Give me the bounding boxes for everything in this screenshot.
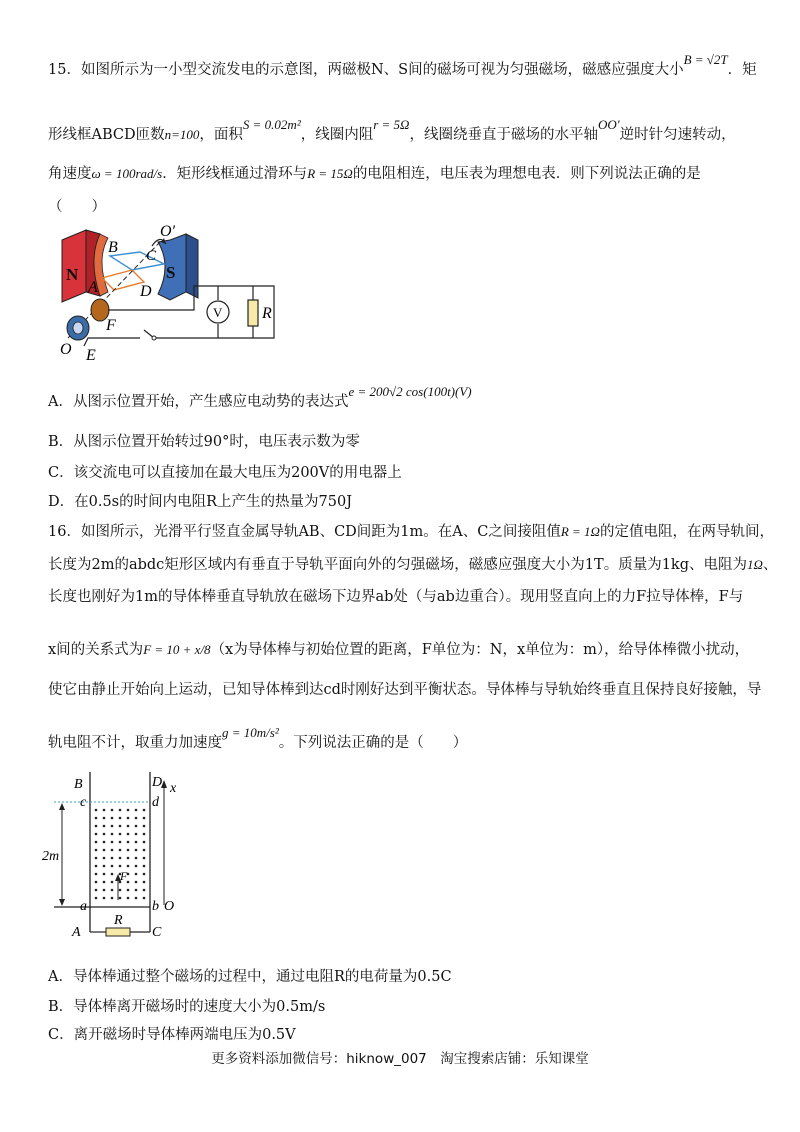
field-dot [95,865,98,868]
q16-line-5: 使它由静止开始向上运动，已知导体棒到达cd时刚好达到平衡状态。导体棒与导轨始终垂直且保持良好接触，导 [48,682,762,698]
q16-r: 1Ω [747,557,763,572]
field-dot [103,809,106,812]
field-dot [127,809,130,812]
field-dot [111,897,114,900]
field-dot [127,833,130,836]
field-dot [95,849,98,852]
field-dot [103,833,106,836]
label-S: S [166,263,176,282]
field-dot [119,897,122,900]
label-F: F [120,869,128,883]
field-dot [95,809,98,812]
q15-R: R = 15Ω [307,166,353,181]
field-dot [127,897,130,900]
resistor-icon [248,300,258,326]
field-dot [143,857,146,860]
q15-option-A [48,384,472,412]
field-dot [135,841,138,844]
q15-turns: n=100 [164,127,200,142]
q15-line2-e: 逆时针匀速转动， [619,127,736,143]
field-dot [111,881,114,884]
label-C: C [146,248,157,264]
q15-omega: ω = 100rad/s [91,166,163,181]
q16-line2-a: 长度为2m的abdc矩形区域内有垂直于导轨平面向外的匀强磁场，磁感应强度大小为1T。质量为1kg、电阻为 [48,557,747,573]
label-O: O [164,899,175,914]
field-dot [127,817,130,820]
field-dot [111,817,114,820]
field-dot [95,825,98,828]
q15-axis: OO′ [597,117,620,132]
q16-line6-b: 。下列说法正确的是（ ） [278,735,468,751]
field-dot [103,897,106,900]
q16-rails-figure [40,770,200,944]
field-dot [119,857,122,860]
field-dot [95,841,98,844]
field-dot [119,825,122,828]
field-dot [119,817,122,820]
field-dot [111,825,114,828]
field-dot [95,881,98,884]
q15-line3-a: 角速度 [48,166,92,182]
q16-force-formula: F = 10 + x/8 [143,642,211,657]
q15-generator-figure [48,220,288,374]
label-A: A [88,279,98,296]
q15-line-2 [48,117,736,145]
field-dot [111,833,114,836]
q16-line-4 [48,640,749,660]
q15-line2-c: ，线圈内阻 [300,127,374,143]
field-dot [127,825,130,828]
q16-line4-a: x间的关系式为 [48,642,144,658]
q16-line6-a: 轨电阻不计，取重力加速度 [48,735,222,751]
field-dot [143,865,146,868]
field-dot [143,825,146,828]
field-dot [135,825,138,828]
label-N: N [66,265,79,284]
label-b: b [152,899,159,914]
q15-resistance: r = 5Ω [373,117,410,132]
field-dot [143,881,146,884]
field-dot [95,833,98,836]
q16-line-2 [48,555,777,575]
field-dot [143,889,146,892]
q16-line-1 [48,522,774,542]
label-2m: 2m [42,849,60,864]
field-dot [127,841,130,844]
field-dot [143,817,146,820]
q15-line2-b: ，面积 [199,127,243,143]
q15-option-A-formula: e = 200√2 cos(100t)(V) [348,384,472,399]
q15-option-D: D．在0.5s的时间内电阻R上产生的热量为750J [48,494,353,510]
label-D: D [152,775,163,790]
field-dot [95,817,98,820]
resistor-icon [106,928,130,936]
field-dot [111,841,114,844]
q16-gravity: g = 10m/s² [222,725,279,740]
label-a: a [80,899,87,914]
q15-line3-c: 的电阻相连，电压表为理想电表．则下列说法正确的是 [352,166,701,182]
q16-line1-a: 16．如图所示，光滑平行竖直金属导轨AB、CD间距为1m。在A、C之间接阻值 [48,524,561,540]
field-dot [135,809,138,812]
field-dot [119,833,122,836]
q15-option-C: C．该交流电可以直接加在最大电压为200V的用电器上 [48,465,402,481]
label-R: R [114,913,123,928]
q15-paren: （ ） [48,199,106,215]
field-dot [103,817,106,820]
q16-line2-b: 、 [762,557,778,573]
field-dot [111,809,114,812]
field-dot [103,841,106,844]
field-dot [135,865,138,868]
q15-line1-text: 15．如图所示为一小型交流发电的示意图，两磁极N、S间的磁场可视为匀强磁场，磁感应强度大小 [48,62,684,78]
label-A: A [72,925,81,940]
q16-R: R = 1Ω [560,524,600,539]
q15-line-3 [48,164,701,184]
q15-area: S = 0.02m² [242,117,301,132]
field-dot [95,873,98,876]
label-O-prime: O′ [160,223,176,240]
field-dot [111,865,114,868]
field-dot [95,897,98,900]
q15-line2-a: 形线框ABCD匝数 [48,127,165,143]
label-V: V [213,305,223,320]
field-dot [143,897,146,900]
q16-option-C: C．离开磁场时导体棒两端电压为0.5V [48,1027,296,1043]
label-R: R [262,305,272,322]
q16-line-3: 长度也刚好为1m的导体棒垂直导轨放在磁场下边界ab处（与ab边重合）。现用竖直向上的力F拉导体棒，F与 [48,589,744,605]
page-footer: 更多资料添加微信号：hiknow_007 淘宝搜索店铺：乐知课堂 [211,1051,589,1067]
label-C: C [152,925,162,940]
field-dot [103,857,106,860]
field-dot [119,889,122,892]
q16-line-6 [48,725,468,753]
q16-line1-b: 的定值电阻，在两导轨间， [599,524,774,540]
generator-diagram [48,220,288,370]
field-dot [103,849,106,852]
label-O: O [60,341,72,358]
magnetic-field-dots [95,809,146,900]
field-dot [135,889,138,892]
rails-diagram [40,770,200,940]
q15-B-value: B = √2T [683,52,728,67]
q15-line2-d: ，线圈绕垂直于磁场的水平轴 [409,127,598,143]
field-dot [95,857,98,860]
field-dot [103,825,106,828]
field-dot [127,865,130,868]
field-dot [135,897,138,900]
q16-option-A: A．导体棒通过整个磁场的过程中，通过电阻R的电荷量为0.5C [48,969,452,985]
field-dot [119,809,122,812]
field-dot [103,865,106,868]
label-E: E [86,347,96,364]
label-c: c [80,795,87,810]
field-dot [135,873,138,876]
field-dot [111,857,114,860]
field-dot [135,881,138,884]
field-dot [143,809,146,812]
field-dot [135,857,138,860]
field-dot [95,889,98,892]
field-dot [143,849,146,852]
q15-line1-end: ．矩 [727,62,757,78]
field-dot [135,817,138,820]
field-dot [127,857,130,860]
label-x: x [170,781,177,796]
label-D: D [140,283,152,300]
label-F: F [106,317,116,334]
field-dot [103,873,106,876]
field-dot [111,873,114,876]
q15-option-A-text: A．从图示位置开始，产生感应电动势的表达式 [48,394,349,410]
field-dot [143,833,146,836]
q16-line4-b: （x为导体棒与初始位置的距离，F单位为：N，x单位为：m），给导体棒微小扰动， [210,642,750,658]
field-dot [119,865,122,868]
q16-option-B: B．导体棒离开磁场时的速度大小为0.5m/s [48,999,326,1015]
label-B: B [74,777,83,792]
field-dot [111,849,114,852]
field-dot [135,833,138,836]
field-dot [143,873,146,876]
field-dot [103,889,106,892]
field-dot [111,889,114,892]
field-dot [119,849,122,852]
label-d: d [152,795,159,810]
q15-option-B: B．从图示位置开始转过90°时，电压表示数为零 [48,434,360,450]
q15-line3-b: ．矩形线框通过滑环与 [162,166,308,182]
label-B: B [108,239,118,256]
field-dot [135,849,138,852]
field-dot [127,889,130,892]
q15-line-1 [48,52,757,80]
field-dot [127,849,130,852]
field-dot [143,841,146,844]
field-dot [103,881,106,884]
field-dot [119,841,122,844]
